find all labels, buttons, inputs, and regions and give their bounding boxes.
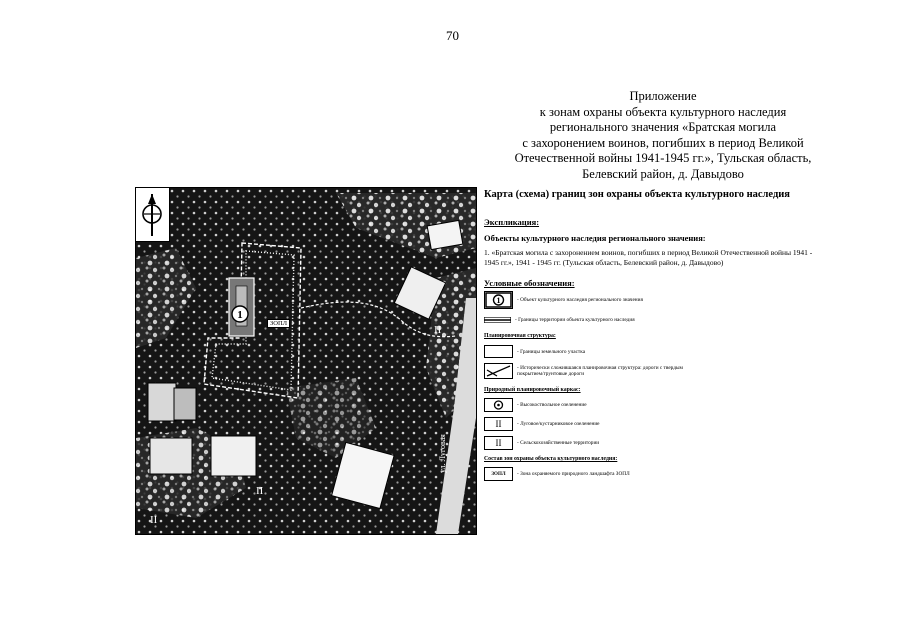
zone-label: ЗОПЛ: [267, 319, 290, 328]
legend-row: [484, 436, 814, 450]
legend-label: - Зона охраняемого природного ландшафта ЗОПЛ: [517, 471, 630, 477]
road-icon: [484, 363, 513, 379]
zones-heading: Состав зон охраны объекта культурного наследия:: [484, 456, 618, 462]
legend-label: - Объект культурного наследия регионального значения: [517, 297, 643, 303]
appendix-line: регионального значения «Братская могила: [549, 120, 777, 135]
planning-heading: Планировочная структура:: [484, 333, 556, 339]
meadow-icon: II: [484, 417, 513, 431]
zopl-icon: ЗОПЛ: [484, 467, 513, 481]
legend-label: - Границы земельного участка: [517, 348, 586, 355]
legend-row: [484, 345, 814, 358]
north-arrow-box: [136, 188, 170, 242]
land-plot-border-icon: [484, 345, 513, 358]
page-number: 70: [446, 28, 459, 43]
building: [427, 220, 463, 249]
building: [174, 388, 196, 420]
legend-row: [484, 363, 814, 379]
legend-row: [484, 398, 814, 412]
map-title: Карта (схема) границ зон охраны объекта культурного наследия: [484, 189, 790, 200]
meadow-mark: II: [256, 485, 264, 497]
territory-border-icon: [484, 317, 511, 323]
appendix-line: Белевский район, д. Давыдово: [582, 166, 744, 181]
object-icon: [484, 291, 513, 309]
compass-icon: [136, 188, 169, 241]
street-label: ул. Луговая: [438, 434, 447, 473]
building: [211, 436, 256, 476]
objects-heading: Объекты культурного наследия регионального значения:: [484, 233, 706, 243]
appendix-line: с захоронением воинов, погибших в период Великой: [522, 135, 804, 150]
map-scheme: [135, 187, 477, 535]
legend-label: - Луговое/кустарниковое озеленение: [517, 421, 600, 427]
svg-text:1: 1: [496, 296, 501, 305]
explication-heading: Экспликация:: [484, 217, 540, 227]
appendix-line: Отечественной войны 1941-1945 гг.», Тульская область,: [514, 151, 812, 166]
meadow-mark: II: [150, 514, 158, 526]
appendix-line: к зонам охраны объекта культурного наследия: [539, 104, 787, 119]
legend-label: - Высокоствольное озеленение: [517, 402, 587, 408]
legend-panel: [484, 189, 814, 481]
conventions-heading: Условные обозначения:: [484, 278, 575, 288]
building: [148, 383, 176, 421]
appendix-line: Приложение: [629, 89, 697, 103]
object-entry: 1. «Братская могила с захоронением воинов, погибших в период Великой Отечественной войны 1941 - 1945 гг.», 1941 - 1945 гг. (Тульская область, Белевский район, д. Давыдово): [484, 248, 813, 267]
farmland-icon: II: [484, 436, 513, 450]
meadow-mark: II: [434, 324, 442, 336]
legend-label: - Сельскохозяйственные территории: [517, 440, 600, 446]
legend-row: [484, 417, 814, 431]
legend-row: [484, 291, 814, 309]
building: [150, 438, 192, 474]
tall-vegetation-icon: [484, 398, 513, 412]
legend-label: - Исторически сложившаяся планировочная структура: дороги с твердым покрытием/грунтовые дороги: [517, 365, 683, 377]
aerial-map: [136, 188, 476, 534]
appendix-header: [483, 89, 843, 183]
legend-row: [484, 467, 814, 481]
legend-row: [484, 317, 814, 323]
landscape-heading: Природный планировочный каркас:: [484, 387, 581, 393]
object-marker-label: 1: [237, 309, 243, 321]
legend-label: - Границы территории объекта культурного наследия: [515, 317, 635, 323]
